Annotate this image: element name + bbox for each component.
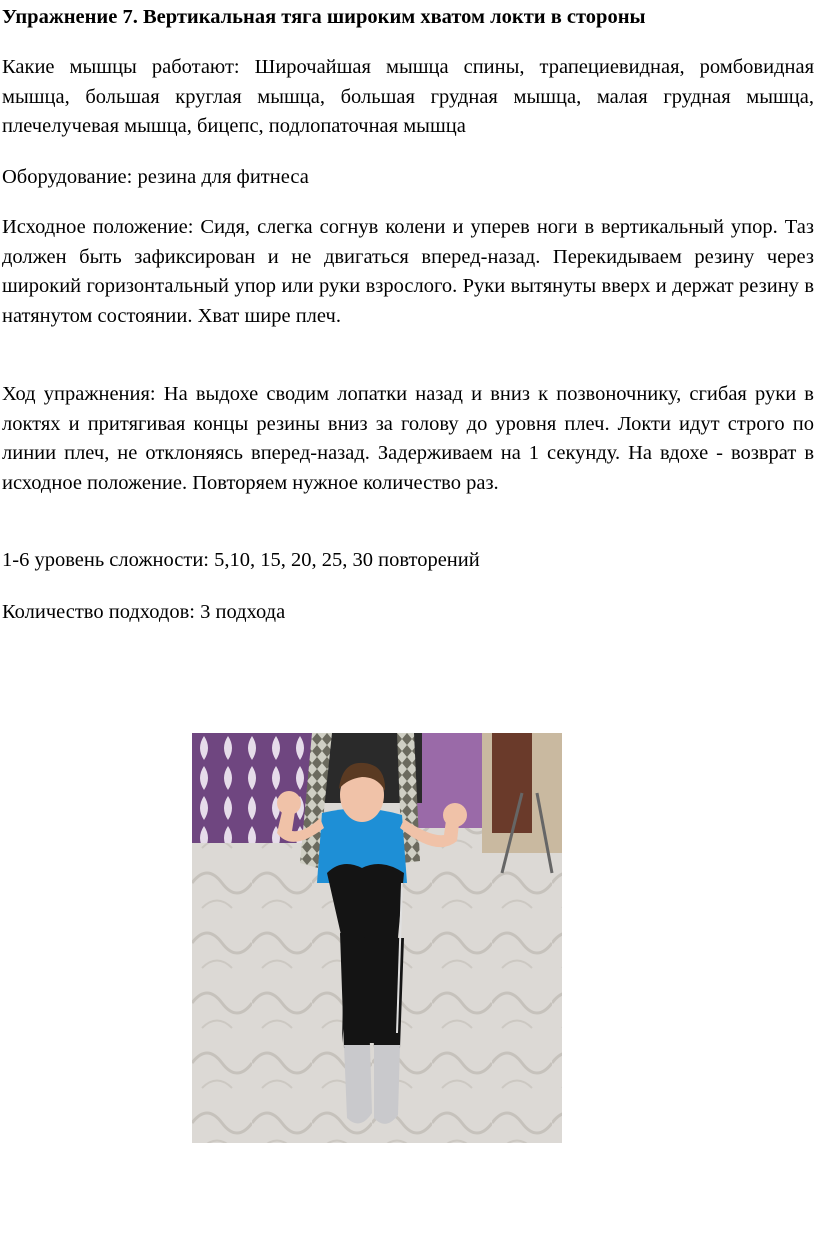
exercise-photo-illustration [192,733,562,1143]
door-frame [492,733,532,833]
sets-paragraph: Количество подходов: 3 подхода [2,601,286,623]
exercise-title: Упражнение 7. Вертикальная тяга широким хватом локти в стороны [2,6,646,28]
difficulty-levels-paragraph: 1-6 уровень сложности: 5,10, 15, 20, 25, 30 повторений [2,549,480,571]
child-fist-right [443,803,467,827]
curtain-left [192,733,312,843]
muscles-paragraph: Какие мышцы работают: Широчайшая мышца спины, трапециевидная, ромбовидная мышца, большая круглая мышца, большая грудная мышца, малая грудная мышца, плечелучевая мышца, бицепс, подлопаточная мышца [2,56,814,138]
exercise-photo [192,733,562,1143]
equipment-paragraph: Оборудование: резина для фитнеса [2,166,309,188]
child-fist-left [277,791,301,815]
child-sock-left [344,1045,372,1123]
child-sock-right [374,1045,400,1124]
exercise-course-paragraph: Ход упражнения: На выдохе сводим лопатки назад и вниз к позвоночнику, сгибая руки в локтях и притягивая концы резины вниз за голову до уровня плеч. Локти идут строго по линии плеч, не отклоняясь вперед-назад. Задерживаем на 1 секунду. На вдохе - возврат в исходное положение. Повторяем нужное количество раз. [2,383,814,494]
start-position-paragraph: Исходное положение: Сидя, слегка согнув колени и уперев ноги в вертикальный упор. Таз должен быть зафиксирован и не двигаться вперед-назад. Перекидываем резину через широкий горизонтальный упор или руки взрослого. Руки вытянуты вверх и держат резину в натянутом состоянии. Хват шире плеч. [2,216,814,327]
